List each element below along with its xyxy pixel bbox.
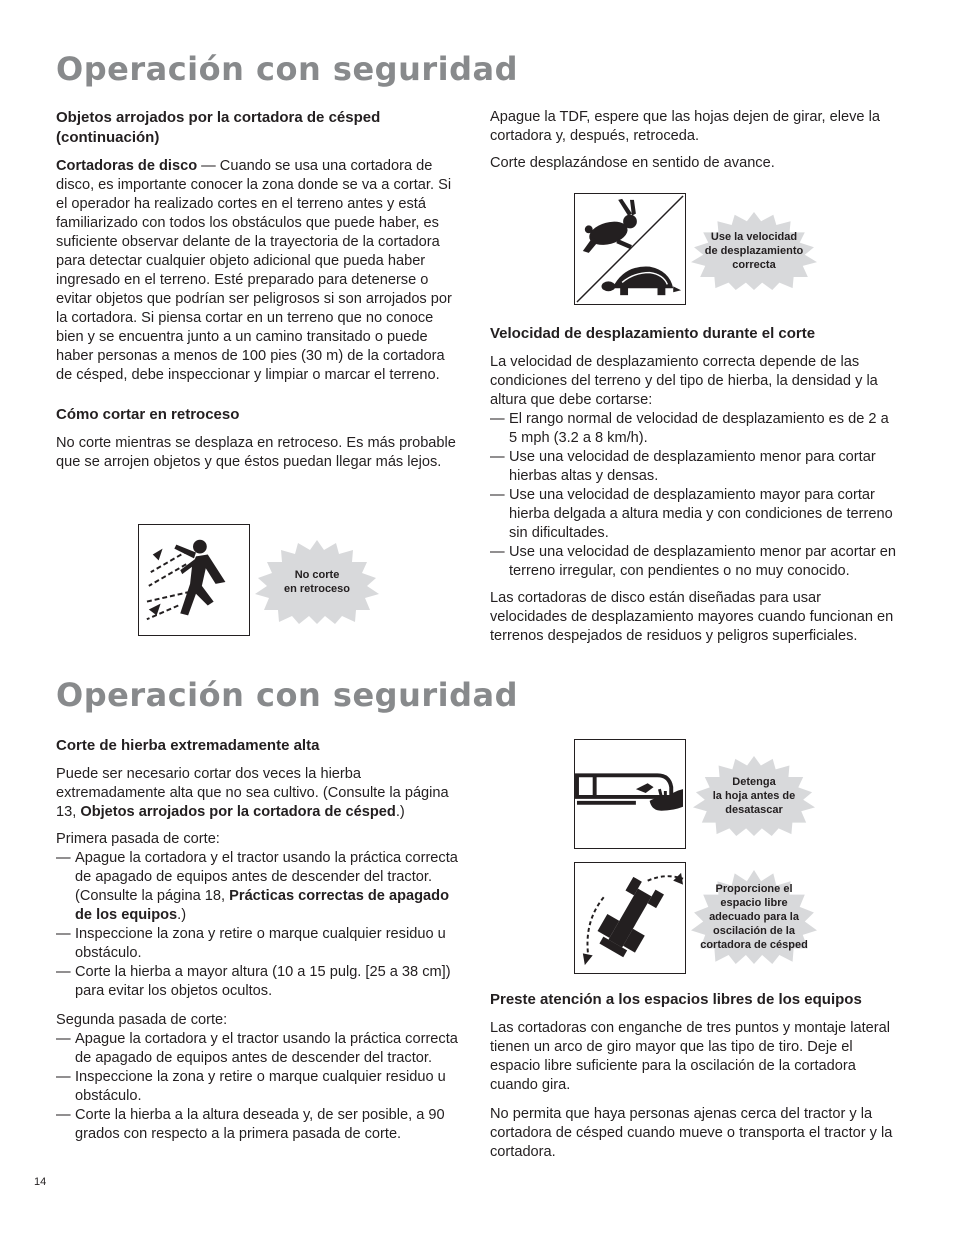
section-title: Operación con seguridad — [56, 50, 518, 88]
reverse-warning-burst — [254, 540, 380, 624]
ground-speed-pictogram — [574, 193, 686, 305]
first-pass-label: Primera pasada de corte: — [56, 831, 220, 847]
section-title: Operación con seguridad — [56, 676, 518, 714]
list-item: — Apague la cortadora y el tractor usando la práctica correcta de apagado de equipos antes de descender del tractor. — [56, 1031, 458, 1066]
thrown-objects-heading: Objetos arrojados por la cortadora de césped (continuación) — [56, 109, 381, 146]
list-item: — El rango normal de velocidad de desplazamiento es de 2 a 5 mph (3.2 a 8 km/h). — [490, 411, 889, 446]
unclog-warning-burst — [692, 756, 816, 836]
rabbit-icon — [583, 199, 637, 253]
tall-grass-heading: Corte de hierba extremadamente alta — [56, 737, 320, 754]
page-number: 14 — [34, 1176, 47, 1188]
clearance-paragraph: Las cortadoras con enganche de tres puntos y montaje lateral tienen un arco de giro mayor que las tipo de tiro. Deje el espacio libre suficiente para la oscilación de la cortadora cuando gira. — [490, 1020, 890, 1093]
pto-paragraph: Apague la TDF, espere que las hojas dejen de girar, eleve la cortadora y, después, retroceda. — [490, 109, 880, 144]
list-item: — Use una velocidad de desplazamiento menor para cortar hierbas altas y densas. — [490, 449, 876, 484]
turtle-icon — [602, 267, 682, 296]
ground-speed-heading: Velocidad de desplazamiento durante el corte — [490, 325, 816, 342]
list-item: — Inspeccione la zona y retire o marque cualquier residuo u obstáculo. — [56, 926, 446, 961]
reverse-mowing-paragraph: No corte mientras se desplaza en retroceso. Es más probable que se arrojen objetos y que éstos puedan llegar más lejos. — [56, 435, 456, 470]
clearance-block — [490, 990, 900, 1170]
reverse-warning-label: No corte en retroceso — [283, 569, 351, 595]
list-item: — Corte la hierba a mayor altura (10 a 15 pulg. [25 a 38 cm]) para evitar los objetos ocultos. — [56, 964, 451, 999]
disc-mowers-label: Cortadoras de disco — [56, 158, 198, 174]
list-item: — Inspeccione la zona y retire o marque cualquier residuo u obstáculo. — [56, 1069, 446, 1104]
disc-mowers-speed-paragraph: Las cortadoras de disco están diseñadas para usar velocidades de desplazamiento mayores cuando funcionan en terrenos despejados de residuos y peligros superficiales. — [490, 590, 894, 644]
disc-mowers-text: — Cuando se usa una cortadora de disco, es importante conocer la zona donde se va a cortar. Si el operador ha realizado cortes en el terreno antes y está familiarizado con todos los obstáculos que puede haber, es suficiente observar delante de la trayectoria de la cortadora para detectar cualquier objeto adicional que pueda haber ingresado en el terreno. Esté preparado para detenerse o evitar objetos que podrían ser peligrosos si son arrojados por la cortadora. Si piensa cortar en un terreno que no conoce bien y se encuentra junto a un camino transitado o puede haber personas a menos de 100 pies (30 m) de la cortadora de césped, debe inspeccionar y limpiar o marcar el terreno. — [56, 158, 452, 383]
reverse-mowing-pictogram — [138, 524, 250, 636]
clearance-heading: Preste atención a los espacios libres de los equipos — [490, 991, 862, 1008]
unclog-pictogram — [574, 739, 686, 849]
clearance-pictogram — [574, 862, 686, 974]
speed-warning-burst — [690, 212, 818, 290]
section2-left-column — [56, 736, 466, 1144]
ground-speed-block — [490, 324, 900, 654]
list-item: — Apague la cortadora y el tractor usando la práctica correcta de apagado de equipos antes de descender del tractor. (Consulte la página 18, Prácticas correctas de apagado de los equipos.) — [56, 850, 458, 923]
section1-left-column — [56, 108, 464, 480]
list-item: — Use una velocidad de desplazamiento menor par acortar en terreno irregular, con pendientes o no muy conocido. — [490, 544, 896, 579]
clearance-warning-label: Proporcione el espacio libre adecuado para la oscilación de la cortadora de césped — [700, 883, 808, 951]
reverse-mowing-heading: Cómo cortar en retroceso — [56, 406, 240, 423]
list-item: — Corte la hierba a la altura deseada y, de ser posible, a 90 grados con respecto a la primera pasada de corte. — [56, 1107, 445, 1142]
speed-warning-label: Use la velocidad de desplazamiento correcta — [704, 231, 804, 271]
ground-speed-intro: La velocidad de desplazamiento correcta depende de las condiciones del terreno y del tipo de hierba, la densidad y la altura que debe cortarse: — [490, 354, 878, 408]
bystanders-paragraph: No permita que haya personas ajenas cerca del tractor y la cortadora de césped cuando mueve o transporta el tractor y la cortadora. — [490, 1106, 893, 1160]
forward-mowing-paragraph: Corte desplazándose en sentido de avance. — [490, 155, 775, 171]
disc-mowers-paragraph — [56, 157, 464, 385]
clearance-warning-burst — [690, 870, 818, 964]
unclog-warning-label: Detenga la hoja antes de desatascar — [712, 776, 796, 816]
section1-right-column — [490, 108, 900, 181]
tall-grass-intro: Puede ser necesario cortar dos veces la hierba extremadamente alta que no sea cultivo. (Consulte la página 13, Objetos arrojados por la cortadora de césped.) — [56, 766, 449, 820]
list-item: — Use una velocidad de desplazamiento mayor para cortar hierba delgada a altura media y con condiciones de terreno sin dificultades. — [490, 487, 893, 541]
second-pass-label: Segunda pasada de corte: — [56, 1012, 228, 1028]
